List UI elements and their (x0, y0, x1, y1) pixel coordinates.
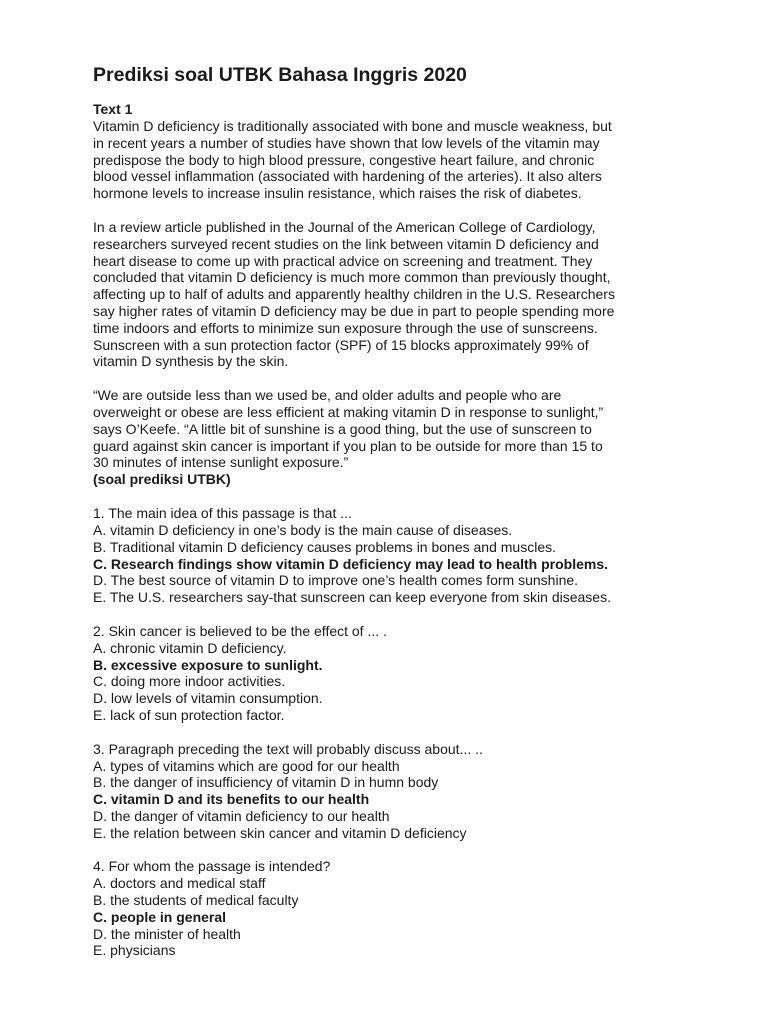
answer-option: B. Traditional vitamin D deficiency causes problems in bones and muscles. (93, 538, 556, 555)
document-title: Prediksi soal UTBK Bahasa Inggris 2020 (93, 64, 467, 86)
question-block (93, 505, 693, 606)
paragraph-1: Vitamin D deficiency is traditionally associated with bone and muscle weakness, but in recent years a number of studies have shown that low levels of the vitamin may predispose the body to high blood pressure, congestive heart failure, and chronic blood vessel inflammation (associated with hardening of the arteries). It also alters hormone levels to increase insulin resistance, which raises the risk of diabetes. (93, 118, 612, 202)
question-prompt: 3. Paragraph preceding the text will probably discuss about... .. (93, 740, 483, 757)
paragraph-spacer (93, 202, 693, 219)
answer-option-correct: C. Research findings show vitamin D deficiency may lead to health problems. (93, 555, 609, 572)
answer-option: D. the minister of health (93, 925, 241, 942)
answer-option: E. the relation between skin cancer and vitamin D deficiency (93, 824, 467, 841)
question-list (93, 505, 693, 959)
answer-option: D. low levels of vitamin consumption. (93, 690, 323, 707)
answer-option-correct: C. people in general (93, 908, 227, 925)
question-spacer (93, 606, 693, 623)
question-block (93, 858, 693, 959)
answer-option: B. the danger of insufficiency of vitamin D in humn body (93, 774, 439, 791)
question-spacer (93, 841, 693, 858)
answer-option-correct: C. vitamin D and its benefits to our health (93, 791, 370, 808)
answer-option: C. doing more indoor activities. (93, 673, 286, 690)
answer-option: D. The best source of vitamin D to improve one’s health comes form sunshine. (93, 572, 579, 589)
answer-option: E. physicians (93, 942, 176, 959)
answer-option: E. The U.S. researchers say-that sunscreen can keep everyone from skin diseases. (93, 589, 611, 606)
paragraph-2: In a review article published in the Journal of the American College of Cardiology, researchers surveyed recent studies on the link between vitamin D deficiency and heart disease to come up with practical advice on screening and treatment. They concluded that vitamin D deficiency is much more common than previously thought, affecting up to half of adults and apparently healthy children in the U.S. Researchers say higher rates of vitamin D deficiency may be due in part to people spending more time indoors and efforts to minimize sun exposure through the use of sunscreens. Sunscreen with a sun protection factor (SPF) of 15 blocks approximately 99% of vitamin D synthesis by the skin. (93, 218, 615, 370)
paragraph-spacer (93, 370, 693, 387)
source-note: (soal prediksi UTBK) (93, 471, 231, 488)
question-prompt: 1. The main idea of this passage is that ... (93, 505, 352, 522)
question-prompt: 4. For whom the passage is intended? (93, 858, 331, 875)
question-block (93, 623, 693, 724)
answer-option: D. the danger of vitamin deficiency to our health (93, 807, 390, 824)
question-prompt: 2. Skin cancer is believed to be the effect of ... . (93, 622, 387, 639)
paragraph-3: “We are outside less than we used be, and older adults and people who are overweight or obese are less efficient at making vitamin D in response to sunlight,” says O’Keefe. “A little bit of sunshine is a good thing, but the use of sunscreen to guard against skin cancer is important if you plan to be outside for more than 15 to 30 minutes of intense sunlight exposure.” (93, 387, 604, 471)
answer-option: B. the students of medical faculty (93, 892, 299, 909)
answer-option: A. types of vitamins which are good for our health (93, 757, 400, 774)
question-block (93, 741, 693, 842)
answer-option-correct: B. excessive exposure to sunlight. (93, 656, 323, 673)
document-page (93, 62, 693, 959)
answer-option: A. vitamin D deficiency in one’s body is the main cause of diseases. (93, 521, 513, 538)
question-spacer (93, 724, 693, 741)
answer-option: A. chronic vitamin D deficiency. (93, 639, 287, 656)
answer-option: A. doctors and medical staff (93, 875, 266, 892)
answer-option: E. lack of sun protection factor. (93, 706, 285, 723)
section-spacer (93, 488, 693, 505)
section-label: Text 1 (93, 101, 133, 117)
